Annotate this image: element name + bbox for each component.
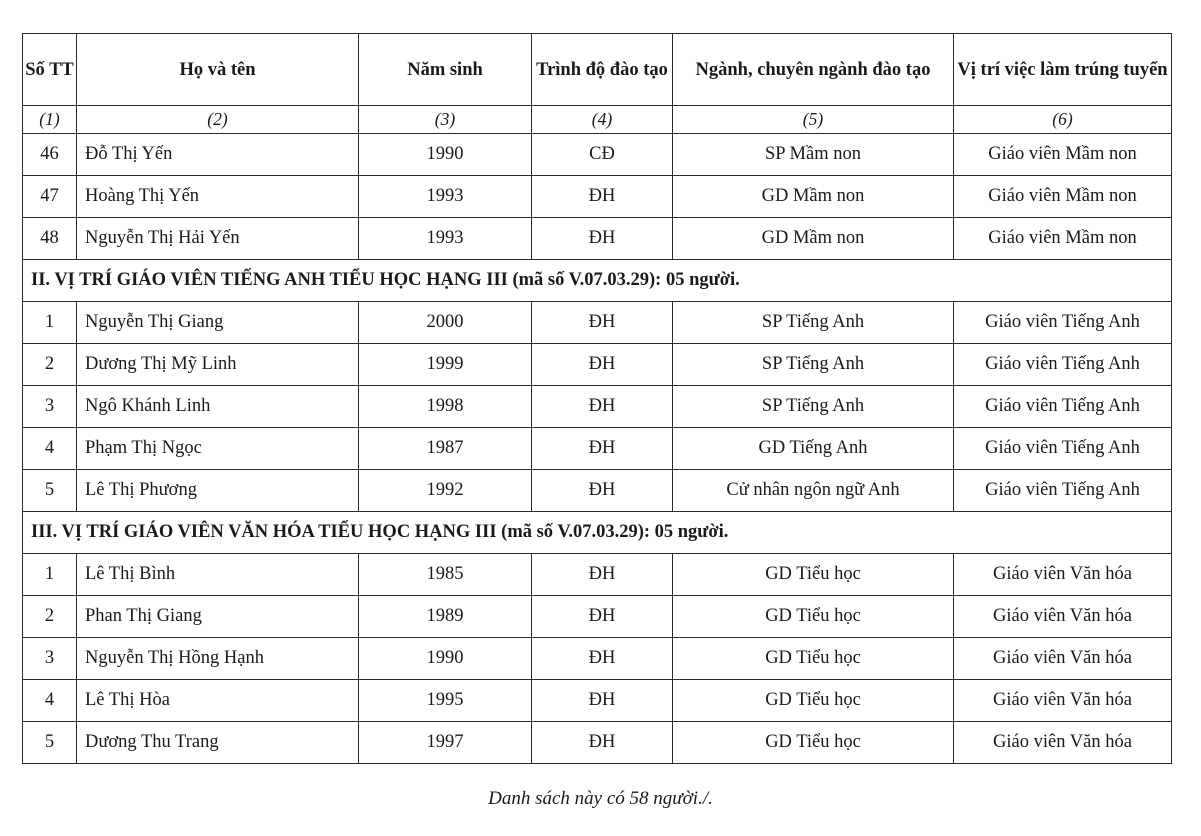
cell-level: ĐH (532, 176, 673, 218)
cell-position: Giáo viên Tiếng Anh (954, 344, 1172, 386)
cell-position: Giáo viên Văn hóa (954, 554, 1172, 596)
cell-name: Lê Thị Bình (77, 554, 359, 596)
cell-stt: 4 (23, 680, 77, 722)
cell-stt: 5 (23, 470, 77, 512)
cell-level: ĐH (532, 470, 673, 512)
cell-stt: 1 (23, 302, 77, 344)
column-number: (1) (23, 106, 77, 134)
cell-position: Giáo viên Tiếng Anh (954, 470, 1172, 512)
column-number-row (23, 106, 1172, 134)
table-row (23, 428, 1172, 470)
cell-name: Phan Thị Giang (77, 596, 359, 638)
cell-position: Giáo viên Mầm non (954, 176, 1172, 218)
table-row (23, 218, 1172, 260)
column-number: (4) (532, 106, 673, 134)
header-year: Năm sinh (359, 34, 532, 106)
cell-year: 1985 (359, 554, 532, 596)
cell-stt: 46 (23, 134, 77, 176)
cell-position: Giáo viên Tiếng Anh (954, 302, 1172, 344)
cell-year: 1993 (359, 176, 532, 218)
cell-stt: 3 (23, 386, 77, 428)
cell-major: SP Tiếng Anh (673, 386, 954, 428)
list-total-note: Danh sách này có 58 người./. (488, 788, 713, 809)
cell-name: Phạm Thị Ngọc (77, 428, 359, 470)
table-row (23, 638, 1172, 680)
cell-year: 1993 (359, 218, 532, 260)
header-position: Vị trí việc làm trúng tuyển (954, 34, 1172, 106)
table-row (23, 302, 1172, 344)
cell-position: Giáo viên Mầm non (954, 218, 1172, 260)
cell-major: GD Mầm non (673, 176, 954, 218)
cell-year: 1992 (359, 470, 532, 512)
cell-level: ĐH (532, 638, 673, 680)
cell-level: ĐH (532, 386, 673, 428)
cell-year: 1987 (359, 428, 532, 470)
cell-year: 2000 (359, 302, 532, 344)
cell-position: Giáo viên Văn hóa (954, 638, 1172, 680)
cell-stt: 4 (23, 428, 77, 470)
cell-level: ĐH (532, 218, 673, 260)
header-name: Họ và tên (77, 34, 359, 106)
cell-name: Hoàng Thị Yến (77, 176, 359, 218)
cell-level: ĐH (532, 722, 673, 764)
cell-stt: 47 (23, 176, 77, 218)
cell-major: SP Tiếng Anh (673, 302, 954, 344)
header-major: Ngành, chuyên ngành đào tạo (673, 34, 954, 106)
cell-name: Dương Thu Trang (77, 722, 359, 764)
cell-year: 1998 (359, 386, 532, 428)
cell-level: CĐ (532, 134, 673, 176)
section-title-culture: III. VỊ TRÍ GIÁO VIÊN VĂN HÓA TIỂU HỌC HẠNG III (mã số V.07.03.29): 05 người. (23, 512, 1172, 554)
column-number: (3) (359, 106, 532, 134)
header-stt: Số TT (23, 34, 77, 106)
cell-level: ĐH (532, 302, 673, 344)
cell-level: ĐH (532, 680, 673, 722)
cell-position: Giáo viên Tiếng Anh (954, 428, 1172, 470)
table-row (23, 344, 1172, 386)
cell-level: ĐH (532, 554, 673, 596)
cell-major: GD Tiếng Anh (673, 428, 954, 470)
cell-major: GD Mầm non (673, 218, 954, 260)
cell-name: Lê Thị Phương (77, 470, 359, 512)
cell-position: Giáo viên Văn hóa (954, 596, 1172, 638)
cell-year: 1995 (359, 680, 532, 722)
cell-stt: 5 (23, 722, 77, 764)
table-row (23, 680, 1172, 722)
cell-year: 1999 (359, 344, 532, 386)
cell-stt: 2 (23, 596, 77, 638)
cell-stt: 3 (23, 638, 77, 680)
cell-major: GD Tiểu học (673, 596, 954, 638)
cell-position: Giáo viên Mầm non (954, 134, 1172, 176)
cell-name: Nguyễn Thị Hồng Hạnh (77, 638, 359, 680)
column-number: (2) (77, 106, 359, 134)
table-row (23, 470, 1172, 512)
cell-year: 1990 (359, 638, 532, 680)
table-row (23, 386, 1172, 428)
table-row (23, 722, 1172, 764)
cell-major: GD Tiểu học (673, 638, 954, 680)
cell-major: GD Tiểu học (673, 680, 954, 722)
cell-name: Nguyễn Thị Giang (77, 302, 359, 344)
candidate-table (22, 33, 1172, 764)
column-number: (5) (673, 106, 954, 134)
section-heading-row (23, 260, 1172, 302)
cell-major: SP Tiếng Anh (673, 344, 954, 386)
header-row (23, 34, 1172, 106)
cell-position: Giáo viên Văn hóa (954, 722, 1172, 764)
cell-stt: 48 (23, 218, 77, 260)
table-row (23, 596, 1172, 638)
cell-major: GD Tiểu học (673, 554, 954, 596)
cell-major: SP Mầm non (673, 134, 954, 176)
header-level: Trình độ đào tạo (532, 34, 673, 106)
cell-major: Cử nhân ngôn ngữ Anh (673, 470, 954, 512)
cell-name: Ngô Khánh Linh (77, 386, 359, 428)
cell-level: ĐH (532, 428, 673, 470)
cell-stt: 2 (23, 344, 77, 386)
cell-level: ĐH (532, 344, 673, 386)
cell-name: Lê Thị Hòa (77, 680, 359, 722)
cell-name: Nguyễn Thị Hải Yến (77, 218, 359, 260)
cell-year: 1990 (359, 134, 532, 176)
section-heading-row (23, 512, 1172, 554)
table-row (23, 134, 1172, 176)
section-title-english: II. VỊ TRÍ GIÁO VIÊN TIẾNG ANH TIỂU HỌC HẠNG III (mã số V.07.03.29): 05 người. (23, 260, 1172, 302)
table-row (23, 176, 1172, 218)
cell-major: GD Tiểu học (673, 722, 954, 764)
cell-name: Dương Thị Mỹ Linh (77, 344, 359, 386)
cell-name: Đỗ Thị Yến (77, 134, 359, 176)
cell-position: Giáo viên Văn hóa (954, 680, 1172, 722)
cell-stt: 1 (23, 554, 77, 596)
column-number: (6) (954, 106, 1172, 134)
cell-year: 1997 (359, 722, 532, 764)
cell-year: 1989 (359, 596, 532, 638)
cell-position: Giáo viên Tiếng Anh (954, 386, 1172, 428)
cell-level: ĐH (532, 596, 673, 638)
table-row (23, 554, 1172, 596)
